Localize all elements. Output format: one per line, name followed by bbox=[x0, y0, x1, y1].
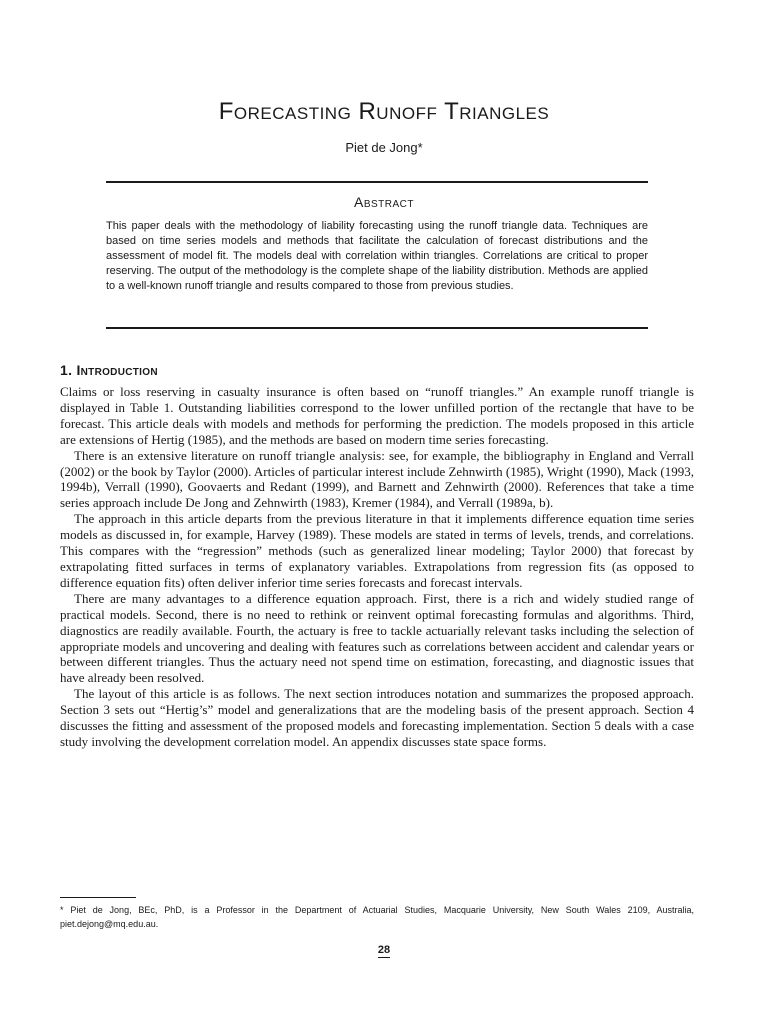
author-footnote: * Piet de Jong, BEc, PhD, is a Professor in the Department of Actuarial Studies, Macquarie University, New South Wales 2109, Australia, piet.dejong@mq.edu.au. bbox=[60, 905, 694, 929]
abstract-top-rule bbox=[106, 181, 648, 183]
abstract-bottom-rule bbox=[106, 327, 648, 329]
paper-title: Forecasting Runoff Triangles bbox=[218, 98, 550, 125]
paragraph-1: Claims or loss reserving in casualty insurance is often based on “runoff triangles.” An example runoff triangle is displayed in Table 1. Outstanding liabilities correspond to the lower unfilled portion of the rectangle that have to be forecast. This article deals with models and methods for performing the prediction. The models proposed in this article are extensions of Hertig (1985), and the methods are based on modern time series forecasting. bbox=[60, 384, 694, 447]
page-number-text: 28 bbox=[377, 944, 391, 956]
abstract-text: This paper deals with the methodology of liability forecasting using the runoff triangle data. Techniques are based on time series models and methods that facilitate the calculation of forecast distributions and the assessment of model fit. The models deal with correlation within triangles. Correlations are critical to proper reserving. The output of the methodology is the complete shape of the liability distribution. Methods are applied to a well-known runoff triangle and results compared to those from previous studies. bbox=[106, 220, 648, 292]
footnote-rule bbox=[60, 897, 136, 898]
paragraph-4: There are many advantages to a difference equation approach. First, there is a rich and widely studied range of practical models. Second, there is no need to rethink or reinvent optimal forecasting formulas and algorithms. Third, diagnostics are readily available. Fourth, the actuary is free to tackle actuarially relevant tasks including the selection of appropriate models and uncovering and dealing with features such as correlations between accident and calendar years or between different triangles. Thus the actuary need not spend time on estimation, forecasting, and diagnostic issues that have already been resolved. bbox=[60, 590, 694, 686]
abstract-heading: Abstract bbox=[353, 194, 414, 210]
author-name: Piet de Jong* bbox=[345, 140, 423, 155]
page-number bbox=[0, 944, 768, 956]
paragraph-2: There is an extensive literature on runoff triangle analysis: see, for example, the bibliography in England and Verrall (2002) or the book by Taylor (2000). Articles of particular interest include Zehnwirth (1985), Wright (1990), Mack (1993, 1994b), Verrall (1990), Goovaerts and Redant (1999), and Barnett and Zehnwirth (2000). References that take a time series approach include De Jong and Zehnwirth (1983), Kremer (1984), and Verrall (1989a, b). bbox=[60, 447, 694, 511]
paragraph-3: The approach in this article departs from the previous literature in that it implements difference equation time series models as discussed in, for example, Harvey (1989). These models are stated in terms of levels, trends, and correlations. This compares with the “regression” methods (such as generalized linear modeling; Taylor 2000) that forecast by extrapolating fitted surfaces in terms of explanatory variables. Extrapolations from regression fits (as opposed to difference equation fits) often deliver inferior time series forecasts and forecast intervals. bbox=[60, 511, 694, 590]
introduction-body bbox=[60, 384, 694, 750]
paragraph-5: The layout of this article is as follows. The next section introduces notation and summarizes the proposed approach. Section 3 sets out “Hertig’s” model and generalizations that are the modeling basis of the present approach. Section 4 discusses the fitting and assessment of the proposed models and forecasting implementation. Section 5 deals with a case study involving the development correlation model. An appendix discusses state space forms. bbox=[60, 686, 694, 749]
section-heading-introduction: 1. Introduction bbox=[60, 362, 158, 378]
